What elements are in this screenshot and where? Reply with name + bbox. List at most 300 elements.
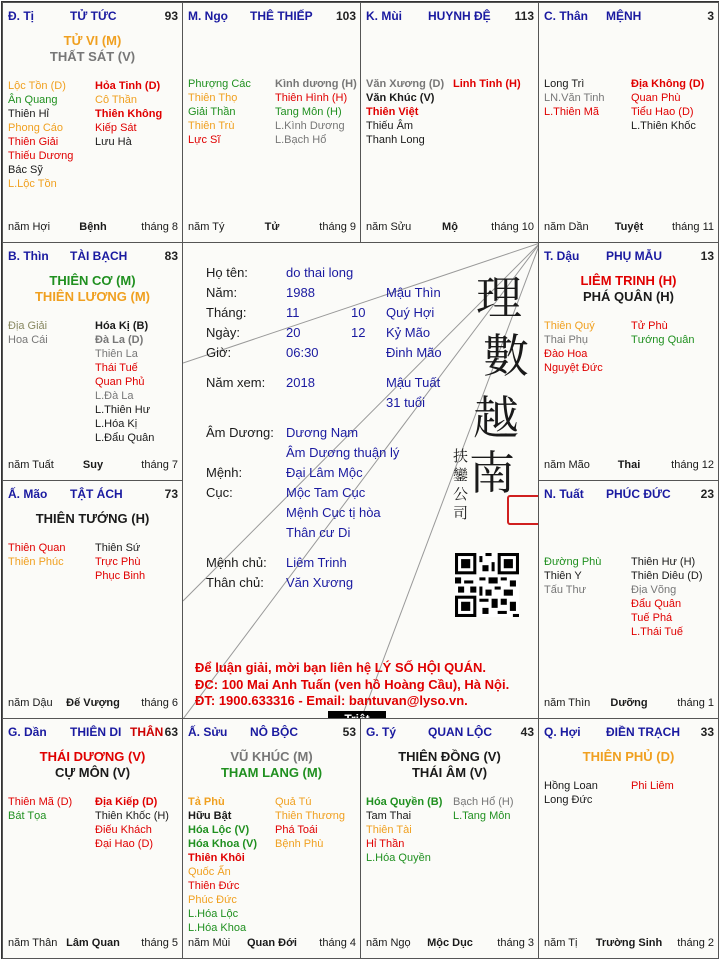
minor-star: Bệnh Phù — [275, 838, 324, 850]
minor-star: Thiên La — [95, 348, 138, 360]
main-star: VŨ KHÚC (M) — [230, 749, 313, 764]
palace-name: NÔ BỘC — [250, 725, 298, 739]
minor-star: Thiên Việt — [366, 106, 419, 118]
right-star-column — [95, 79, 162, 149]
logo-small-4: 司 — [453, 504, 469, 522]
palace-name: TẬT ÁCH — [70, 487, 123, 501]
minor-star: Văn Khúc (V) — [366, 92, 435, 104]
trang-sinh-stage: Dưỡng — [610, 697, 648, 709]
minor-star: Tam Thai — [366, 810, 412, 822]
year-value: 1988 — [286, 285, 315, 300]
age-value: 31 tuổi — [386, 395, 426, 410]
menh-chu-label: Mệnh chủ: — [206, 555, 267, 570]
year-label: năm Thân — [8, 937, 58, 949]
minor-star: Thiên Khốc (H) — [95, 810, 169, 822]
minor-star: Tấu Thư — [544, 584, 587, 596]
minor-star: Thanh Long — [366, 134, 425, 146]
year-label: năm Dần — [544, 221, 589, 233]
palace-thin[interactable] — [2, 242, 183, 481]
right-star-column — [631, 555, 703, 639]
minor-star: Bác Sỹ — [8, 164, 43, 176]
minor-star: Thiên Sứ — [95, 542, 141, 554]
dai-han-number: 43 — [520, 725, 534, 739]
month-label: tháng 11 — [671, 221, 714, 233]
month-label: tháng 5 — [141, 937, 178, 949]
left-star-column — [8, 319, 48, 347]
day-can: Kỷ Mão — [386, 325, 431, 340]
palace-dan[interactable] — [2, 718, 183, 959]
can-chi-label: B. Thìn — [8, 249, 49, 263]
minor-star: Thiên Mã (D) — [8, 796, 73, 808]
palace-name: ĐIỀN TRẠCH — [606, 725, 680, 739]
minor-star: L.Hóa Quyền — [366, 852, 431, 864]
palace-header — [544, 249, 714, 265]
minor-star: Quan Phù — [631, 92, 681, 104]
right-star-column — [95, 541, 145, 583]
trang-sinh-stage: Mộ — [442, 221, 458, 233]
minor-star: Đường Phù — [544, 556, 602, 568]
palace-header — [8, 9, 178, 25]
palace-header — [8, 487, 178, 503]
palace-name: MỆNH — [606, 9, 642, 23]
palace-ty[interactable] — [360, 718, 539, 959]
minor-star: Tướng Quân — [631, 334, 695, 346]
main-star: LIÊM TRINH (H) — [580, 273, 677, 288]
palace-header — [188, 9, 356, 25]
minor-star: L.Thiên Mã — [544, 106, 600, 118]
palace-footer — [8, 221, 178, 235]
minor-star: Thiên Hình (H) — [275, 92, 348, 104]
left-star-column — [8, 795, 72, 823]
palace-name: TỬ TỨC — [70, 9, 117, 23]
can-chi-label: Đ. Tị — [8, 9, 34, 23]
year-label: năm Thìn — [544, 697, 591, 709]
right-star-column — [95, 795, 169, 851]
minor-star: Hóa Quyền (B) — [366, 796, 443, 808]
main-star: PHÁ QUÂN (H) — [583, 289, 674, 304]
minor-star: Bát Tọa — [8, 810, 47, 822]
menh-chu-value: Liêm Trinh — [286, 555, 347, 570]
minor-star: Hỉ Thần — [366, 838, 405, 850]
minor-star: Phượng Các — [188, 78, 251, 90]
month-label: tháng 9 — [319, 221, 356, 233]
year-label: Năm: — [206, 285, 238, 300]
minor-star: Hữu Bật — [188, 810, 232, 822]
palace-footer — [544, 937, 714, 951]
trang-sinh-stage: Bệnh — [79, 221, 107, 233]
palace-name: PHÚC ĐỨC — [606, 487, 671, 501]
amduong-note: Âm Dương thuận lý — [286, 445, 400, 460]
year-label: năm Mùi — [188, 937, 231, 949]
dai-han-number: 13 — [700, 249, 714, 263]
menh-label: Mệnh: — [206, 465, 243, 480]
can-chi-label: M. Ngọ — [188, 9, 228, 23]
year-label: năm Tị — [544, 937, 578, 949]
cuc-value: Mộc Tam Cục — [286, 485, 366, 500]
minor-star: LN.Văn Tinh — [544, 92, 605, 104]
dai-han-number: 113 — [514, 9, 534, 23]
menh-value: Đại Lâm Mộc — [286, 465, 363, 480]
minor-star: Địa Võng — [631, 584, 677, 596]
trang-sinh-stage: Đế Vượng — [66, 697, 120, 709]
minor-star: Phá Toái — [275, 824, 318, 836]
minor-star: Hóa Lộc (V) — [188, 824, 250, 836]
can-chi-label: K. Mùi — [366, 9, 402, 23]
minor-star: Trực Phù — [95, 556, 141, 568]
minor-star: Thiên Thương — [275, 810, 346, 822]
horoscope-board — [1, 1, 719, 959]
red-seal-stamp — [507, 495, 541, 525]
minor-star: L.Thiên Khốc — [631, 120, 696, 132]
minor-star: Ân Quang — [8, 94, 58, 106]
can-chi-label: Ấ. Mão — [8, 487, 48, 501]
qr-code-icon[interactable] — [455, 553, 519, 617]
palace-footer — [8, 459, 178, 473]
view-year-label: Năm xem: — [206, 375, 266, 390]
palace-footer — [8, 937, 178, 951]
minor-star: L.Đà La — [95, 390, 134, 402]
left-star-column — [8, 79, 73, 191]
palace-ti[interactable] — [2, 2, 183, 243]
minor-star: Long Đức — [544, 794, 593, 806]
minor-star: Phong Cáo — [8, 122, 64, 134]
main-stars — [3, 33, 182, 65]
minor-star: L.Bạch Hổ — [275, 134, 327, 146]
month-label: tháng 6 — [141, 697, 178, 709]
minor-star: L.Hóa Lộc — [188, 908, 239, 920]
right-star-column — [453, 77, 521, 91]
palace-tuat[interactable] — [538, 480, 719, 719]
year-label: năm Tý — [188, 221, 225, 233]
can-chi-label: Ấ. Sửu — [188, 725, 228, 739]
main-star: THÁI ÂM (V) — [411, 765, 488, 780]
minor-star: Tử Phù — [631, 320, 668, 332]
month-lunar: 10 — [351, 305, 366, 320]
minor-star: Thiên Phúc — [8, 556, 64, 568]
minor-star: Tang Môn (H) — [275, 106, 342, 118]
palace-header — [366, 725, 534, 741]
month-label: tháng 1 — [677, 697, 714, 709]
than-position: Thân cư Di — [286, 525, 351, 540]
minor-star: Thai Phụ — [544, 334, 589, 346]
minor-star: L.Lộc Tồn — [8, 178, 57, 190]
minor-star: Kiếp Sát — [95, 122, 137, 134]
minor-star: Phi Liêm — [631, 780, 674, 792]
minor-star: Bạch Hổ (H) — [453, 796, 514, 808]
than-chu-label: Thân chủ: — [206, 575, 264, 590]
main-stars — [183, 749, 360, 781]
dai-han-number: 3 — [707, 9, 714, 23]
minor-star: Phúc Đức — [188, 894, 237, 906]
trang-sinh-stage: Suy — [82, 459, 104, 471]
main-star: THIÊN LƯƠNG (M) — [34, 289, 151, 304]
main-stars — [361, 749, 538, 781]
palace-header — [8, 249, 178, 265]
minor-star: Linh Tinh (H) — [453, 78, 521, 90]
minor-star: Địa Không (D) — [631, 78, 705, 90]
day-label: Ngày: — [206, 325, 240, 340]
minor-star: Hóa Khoa (V) — [188, 838, 258, 850]
center-info-panel — [183, 243, 540, 719]
can-chi-label: G. Tý — [366, 725, 397, 739]
view-year-value: 2018 — [286, 375, 315, 390]
left-star-column — [366, 795, 442, 865]
amduong-value: Dương Nam — [286, 425, 359, 440]
right-star-column — [275, 795, 345, 851]
year-can: Mậu Thìn — [386, 285, 441, 300]
can-chi-label: Q. Hợi — [544, 725, 581, 739]
palace-name: HUYNH ĐỆ — [428, 9, 491, 23]
palace-footer — [366, 221, 534, 235]
palace-hoi[interactable] — [538, 718, 719, 959]
left-star-column — [544, 779, 598, 807]
minor-star: L.Kình Dương — [275, 120, 345, 132]
palace-header — [188, 725, 356, 741]
minor-star: Đà La (D) — [95, 334, 144, 346]
can-chi-label: N. Tuất — [544, 487, 584, 501]
contact-line-1: Để luận giải, mời bạn liên hệ LÝ SỐ HỘI QUÁN. — [195, 660, 486, 675]
view-year-can: Mậu Tuất — [386, 375, 441, 390]
palace-name: TÀI BẠCH — [70, 249, 128, 263]
minor-star: Thiên Hỉ — [8, 108, 49, 120]
palace-suu[interactable] — [182, 718, 361, 959]
palace-footer — [544, 697, 714, 711]
minor-star: Lực Sĩ — [188, 134, 221, 146]
can-chi-label: G. Dần — [8, 725, 47, 739]
palace-footer — [544, 459, 714, 473]
logo-small-1: 扶 — [453, 447, 469, 465]
trang-sinh-stage: Tuyệt — [614, 221, 644, 233]
dai-han-number: 93 — [164, 9, 178, 23]
dai-han-number: 23 — [700, 487, 714, 501]
palace-name: PHỤ MẪU — [606, 249, 662, 263]
minor-star: L.Hóa Khoa — [188, 922, 247, 934]
logo-char-3: 越 — [473, 391, 519, 445]
month-label: tháng 12 — [671, 459, 714, 471]
main-star: THÁI DƯƠNG (V) — [39, 749, 146, 764]
minor-star: Hồng Loan — [544, 780, 598, 792]
minor-star: Cô Thần — [95, 94, 137, 106]
palace-footer — [544, 221, 714, 235]
minor-star: Thiếu Dương — [8, 150, 74, 162]
dai-han-number: 53 — [342, 725, 356, 739]
year-label: năm Mão — [544, 459, 590, 471]
hour-value: 06:30 — [286, 345, 319, 360]
minor-star: Lộc Tồn (D) — [8, 80, 66, 92]
minor-star: Thiên Đức — [188, 880, 240, 892]
minor-star: Thiên Thọ — [188, 92, 238, 104]
logo-small-3: 公 — [453, 485, 469, 503]
main-stars — [3, 273, 182, 305]
minor-star: Điếu Khách — [95, 824, 152, 836]
main-star: CỰ MÔN (V) — [54, 765, 131, 780]
palace-name: THÊ THIẾP — [250, 9, 313, 23]
left-star-column — [544, 555, 601, 597]
year-label: năm Dậu — [8, 697, 53, 709]
right-star-column — [631, 77, 704, 133]
main-star: THẤT SÁT (V) — [49, 49, 136, 64]
trang-sinh-stage: Mộc Dục — [427, 937, 473, 949]
palace-header — [8, 725, 178, 741]
minor-star: Lưu Hà — [95, 136, 132, 148]
main-star: THIÊN PHỦ (D) — [582, 749, 675, 764]
year-label: năm Tuất — [8, 459, 54, 471]
left-star-column — [188, 795, 257, 935]
minor-star: L.Tang Môn — [453, 810, 511, 822]
day-lunar: 12 — [351, 325, 366, 340]
minor-star: Tả Phù — [188, 796, 225, 808]
right-star-column — [95, 319, 154, 445]
month-label: tháng 8 — [141, 221, 178, 233]
minor-star: Thiên Giải — [8, 136, 59, 148]
palace-header — [366, 9, 534, 25]
name-label: Họ tên: — [206, 265, 248, 280]
month-label: tháng 7 — [141, 459, 178, 471]
left-star-column — [188, 77, 251, 147]
right-star-column — [453, 795, 514, 823]
minor-star: Thiên Y — [544, 570, 582, 582]
name-value: do thai long — [286, 265, 354, 280]
can-chi-label: C. Thân — [544, 9, 588, 23]
trang-sinh-stage: Tử — [264, 221, 280, 233]
minor-star: Giải Thần — [188, 106, 236, 118]
minor-star: Địa Giải — [8, 320, 48, 332]
minor-star: L.Đẩu Quân — [95, 432, 155, 444]
minor-star: Thiên Tài — [366, 824, 412, 836]
cuc-label: Cục: — [206, 485, 233, 500]
trang-sinh-stage: Lâm Quan — [66, 937, 120, 949]
minor-star: Hóa Kị (B) — [95, 320, 149, 332]
minor-star: Hoa Cái — [8, 334, 48, 346]
left-star-column — [8, 541, 65, 569]
main-stars — [3, 511, 182, 527]
minor-star: L.Hóa Kị — [95, 418, 138, 430]
can-chi-label: T. Dậu — [544, 249, 580, 263]
minor-star: Quan Phủ — [95, 376, 145, 388]
right-star-column — [275, 77, 357, 147]
logo-char-1: 理 — [476, 271, 522, 325]
month-label: tháng 3 — [497, 937, 534, 949]
right-star-column — [631, 779, 674, 793]
minor-star: Quốc Ấn — [188, 866, 231, 878]
palace-footer — [366, 937, 534, 951]
minor-star: Địa Kiếp (D) — [95, 796, 158, 808]
hour-can: Đinh Mão — [386, 345, 442, 360]
year-label: năm Ngọ — [366, 937, 411, 949]
minor-star: Đẩu Quân — [631, 598, 682, 610]
minor-star: Tuế Phá — [631, 612, 673, 624]
minor-star: Quả Tú — [275, 796, 312, 808]
minor-star: Thiếu Âm — [366, 120, 414, 132]
palace-header — [544, 725, 714, 741]
minor-star: Thái Tuế — [95, 362, 138, 374]
minor-star: Thiên Khôi — [188, 852, 245, 864]
minor-star: Thiên Diêu (D) — [631, 570, 703, 582]
month-label: tháng 10 — [491, 221, 534, 233]
main-star: THIÊN TƯỚNG (H) — [35, 511, 150, 526]
palace-than[interactable] — [538, 2, 719, 243]
month-label: tháng 2 — [677, 937, 714, 949]
minor-star: Tiểu Hao (D) — [631, 106, 694, 118]
logo-char-2: 數 — [483, 329, 529, 383]
minor-star: L.Thiên Hư — [95, 404, 151, 416]
cuc-relation: Mệnh Cục tị hòa — [286, 505, 381, 520]
minor-star: Hỏa Tinh (D) — [95, 80, 161, 92]
left-star-column — [544, 77, 605, 119]
palace-name: QUAN LỘC — [428, 725, 492, 739]
minor-star: Thiên Quan — [8, 542, 66, 554]
right-star-column — [631, 319, 695, 347]
left-star-column — [366, 77, 444, 147]
than-chu-value: Văn Xương — [286, 575, 354, 590]
than-marker: THÂN — [130, 725, 164, 739]
year-label: năm Hợi — [8, 221, 51, 233]
main-star: TỬ VI (M) — [63, 33, 122, 48]
palace-ngo[interactable] — [182, 2, 361, 243]
trang-sinh-stage: Quan Đới — [247, 937, 297, 949]
trang-sinh-stage: Trường Sinh — [595, 937, 663, 949]
trang-sinh-stage: Thai — [617, 459, 641, 471]
palace-footer — [188, 221, 356, 235]
main-star: THIÊN ĐỒNG (V) — [398, 749, 501, 764]
month-value: 11 — [286, 305, 300, 320]
minor-star: Phục Binh — [95, 570, 146, 582]
palace-dau[interactable] — [538, 242, 719, 481]
left-star-column — [544, 319, 603, 375]
minor-star: L.Thái Tuế — [631, 626, 683, 638]
palace-mui[interactable] — [360, 2, 539, 243]
contact-address: ĐC: 100 Mai Anh Tuấn (ven hồ Hoàng Cầu), Hà Nội. — [195, 677, 510, 692]
contact-phone-email: ĐT: 1900.633316 - Email: bantuvan@lyso.vn. — [195, 693, 468, 708]
amduong-label: Âm Dương: — [206, 425, 274, 440]
logo-char-4: 南 — [469, 446, 515, 500]
minor-star: Nguyệt Đức — [544, 362, 603, 374]
main-stars — [3, 749, 182, 781]
minor-star: Đại Hao (D) — [95, 838, 154, 850]
palace-header — [544, 487, 714, 503]
logo-small-2: 鑾 — [453, 466, 469, 484]
palace-footer — [8, 697, 178, 711]
month-can: Quý Hợi — [386, 305, 435, 320]
minor-star: Thiên Không — [95, 108, 163, 120]
main-star: THIÊN CƠ (M) — [49, 273, 136, 288]
minor-star: Kình dương (H) — [275, 78, 357, 90]
dai-han-number: 73 — [164, 487, 178, 501]
dai-han-number: 103 — [335, 9, 356, 23]
main-star: THAM LANG (M) — [220, 765, 323, 780]
palace-mao[interactable] — [2, 480, 183, 719]
dai-han-number: 83 — [164, 249, 178, 263]
minor-star: Đào Hoa — [544, 348, 588, 360]
month-label: Tháng: — [206, 305, 247, 320]
palace-header — [544, 9, 714, 25]
minor-star: Văn Xương (D) — [366, 78, 445, 90]
year-label: năm Sửu — [366, 221, 412, 233]
minor-star: Long Trì — [544, 78, 585, 90]
minor-star: Thiên Quý — [544, 320, 595, 332]
main-stars — [539, 273, 718, 305]
palace-footer — [188, 937, 356, 951]
dai-han-number: 63 — [164, 725, 178, 739]
palace-name: THIÊN DI — [70, 725, 122, 739]
dai-han-number: 33 — [700, 725, 714, 739]
hour-label: Giờ: — [206, 345, 232, 360]
minor-star: Thiên Hư (H) — [631, 556, 696, 568]
main-stars — [539, 749, 718, 765]
month-label: tháng 4 — [319, 937, 356, 949]
minor-star: Thiên Trù — [188, 120, 235, 132]
day-value: 20 — [286, 325, 301, 340]
